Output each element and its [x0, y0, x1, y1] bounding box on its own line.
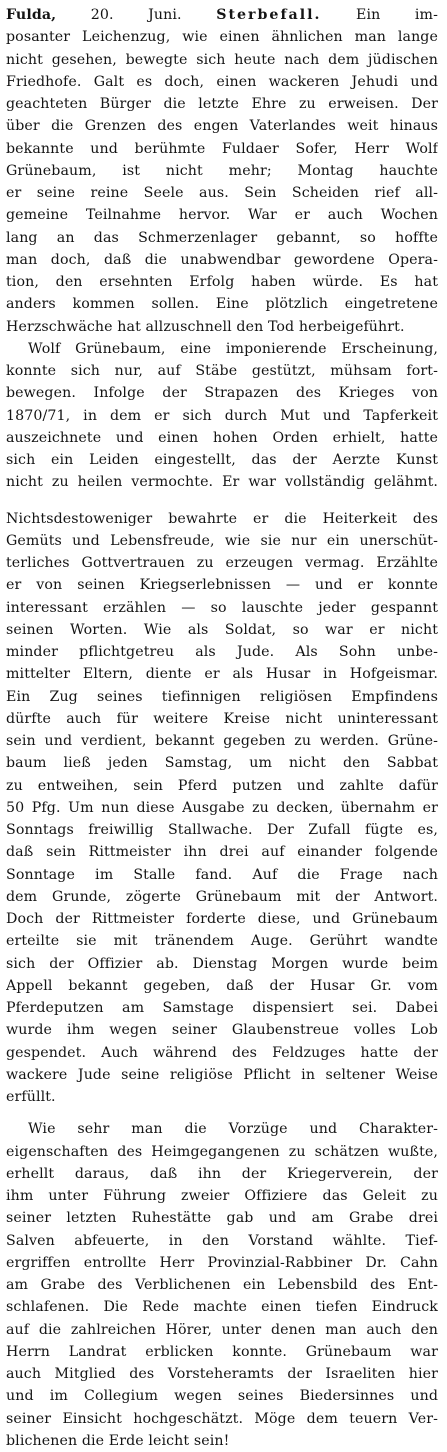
text-line: 50 Pfg. Um nun diese Ausgabe zu decken, übernahm er: [6, 799, 438, 816]
text-line: nicht zu heilen vermochte. Er war vollständig gelähmt.: [6, 474, 438, 491]
text-line: dem Grunde, zögerte Grünebaum mit der Antwort.: [6, 888, 438, 905]
paragraph-2: [6, 338, 438, 494]
text-line: ergriffen entrollte Herr Provinzial-Rabbiner Dr. Cahn: [6, 1254, 438, 1271]
text-line: Doch der Rittmeister forderte diese, und Grünebaum: [6, 911, 438, 927]
text-line: Pferdeputzen am Samstage dispensiert sei. Dabei: [6, 1000, 438, 1016]
text-line: er von seinen Kriegserlebnissen — und er konnte: [6, 577, 438, 594]
text-line: zu entweihen, sein Pferd putzen und zahlte dafür: [6, 777, 438, 794]
headline: Sterbefall.: [216, 7, 322, 23]
text-line: 1870/71, in dem er sich durch Mut und Tapferkeit: [6, 407, 438, 424]
text-line: Ein Zug seines tiefinnigen religiösen Empfindens: [6, 688, 438, 705]
text-line: ihm unter Führung zweier Offiziere das Geleit zu: [6, 1188, 438, 1204]
text-line: Friedhofe. Galt es doch, einen wackeren Jehudi und: [6, 73, 438, 90]
text-line: Nichtsdestoweniger bewahrte er die Heiterkeit des: [6, 510, 438, 527]
text-line: auch Mitglied des Vorsteheramts der Israeliten hier: [6, 1366, 438, 1382]
text-line: nicht gesehen, bewegte sich heute nach dem jüdischen: [6, 51, 438, 68]
text-line: tion, den ersehnten Erfolg haben würde. Es hat: [6, 274, 438, 290]
text-line: konnte sich nur, auf Stäbe gestützt, mühsam fort-: [6, 363, 438, 379]
paragraph-gap: [6, 1108, 438, 1118]
text-line: erteilte sie mit tränendem Auge. Gerührt wandte: [6, 933, 438, 950]
text-line: interessant erzählen — so lauschte jeder gespannt: [6, 599, 438, 616]
text-line: schlafenen. Die Rede machte einen tiefen Eindruck: [6, 1299, 438, 1316]
text-line: am Grabe des Verblichenen ein Lebensbild des Ent-: [6, 1277, 438, 1293]
text-line: anders kommen sollen. Eine plötzlich eingetretene: [6, 296, 438, 313]
text-line: [6, 4, 438, 26]
text-line: Salven abfeuerte, in den Vorstand wählte. Tief-: [6, 1232, 438, 1249]
text-line: Grünebaum, ist nicht mehr; Montag hauchte: [6, 162, 438, 179]
text-line: Appell bekannt gegeben, daß der Husar Gr. vom: [6, 977, 438, 994]
text-line-content: Ein im-: [321, 7, 438, 23]
text-line: daß sein Rittmeister ihn drei auf einander folgende: [6, 844, 438, 861]
text-line: minder pflichtgetreu als Jude. Als Sohn unbe-: [6, 644, 438, 660]
paragraph-3: [6, 508, 438, 1109]
paragraph-1: [6, 4, 438, 338]
text-line: Herrn Landrat erblicken konnte. Grünebaum war: [6, 1343, 438, 1360]
text-line: lang an das Schmerzenlager gebannt, so hoffte: [6, 229, 438, 246]
paragraph-4: [6, 1118, 438, 1452]
text-line: Sonntags freiwillig Stallwache. Der Zufall fügte es,: [6, 822, 438, 838]
paragraph-gap: [6, 494, 438, 508]
text-line: posanter Leichenzug, wie einen ähnlichen man lange: [6, 29, 438, 46]
text-line: bekannte und berühmte Fuldaer Sofer, Herr Wolf: [6, 140, 438, 157]
text-line: wurde ihm wegen seiner Glaubenstreue volles Lob: [6, 1022, 438, 1039]
text-line: auszeichnete und einen hohen Orden erhielt, hatte: [6, 429, 438, 446]
text-line: baum ließ jeden Samstag, um nicht den Sabbat: [6, 755, 438, 772]
text-line: seinen Worten. Wie als Soldat, so war er nicht: [6, 621, 438, 638]
text-line: terliches Gottvertrauen zu erzeugen vermag. Erzählte: [6, 555, 438, 571]
text-line: gespendet. Auch während des Feldzuges hatte der: [6, 1044, 438, 1061]
text-line: blichenen die Erde leicht sein!: [6, 1432, 230, 1449]
text-line: erhellt daraus, daß ihn der Kriegerverein, der: [6, 1165, 438, 1182]
text-line: dürfte auch für weitere Kreise nicht uninteressant: [6, 710, 438, 727]
dateline-place: Fulda,: [6, 7, 57, 23]
text-line: sich ein Leiden eingestellt, das der Aerzte Kunst: [6, 452, 438, 468]
text-line: auf die zahlreichen Hörer, unter denen man auch den: [6, 1321, 438, 1338]
text-line: Wolf Grünebaum, eine imponierende Erscheinung,: [28, 340, 438, 357]
text-line: Herzschwäche hat allzuschnell den Tod herbeigeführt.: [6, 318, 405, 335]
text-line: gemeine Teilnahme hervor. War er auch Wochen: [6, 207, 438, 224]
text-line: bewegen. Infolge der Strapazen des Krieges von: [6, 385, 438, 402]
text-line: eigenschaften des Heimgegangenen zu schätzen wußte,: [6, 1143, 438, 1160]
text-line: wackere Jude seine religiöse Pflicht in seltener Weise: [6, 1066, 438, 1083]
text-line: Gemüts und Lebensfreude, wie sie nur ein unerschüt-: [6, 532, 438, 549]
text-line: seiner Einsicht hochgeschätzt. Möge dem teuern Ver-: [6, 1410, 438, 1427]
text-line: geachteten Bürger die letzte Ehre zu erweisen. Der: [6, 96, 438, 112]
newspaper-article: [6, 4, 438, 1449]
text-line: mittelter Eltern, diente er als Husar in Hofgeismar.: [6, 666, 438, 683]
text-line: über die Grenzen des engen Vaterlandes weit hinaus: [6, 118, 438, 135]
text-line: sein und verdient, bekannt gegeben zu werden. Grüne-: [6, 733, 438, 749]
text-line: er seine reine Seele aus. Sein Scheiden rief all-: [6, 185, 438, 201]
text-line: seiner letzten Ruhestätte gab und am Grabe drei: [6, 1210, 438, 1227]
dateline-date: 20. Juni.: [90, 7, 182, 23]
text-line: und im Collegium wegen seines Biedersinnes und: [6, 1388, 438, 1405]
text-line: Wie sehr man die Vorzüge und Charakter-: [28, 1121, 438, 1138]
text-line: man doch, daß die unabwendbar gewordene Opera-: [6, 251, 438, 268]
text-line: sich der Offizier ab. Dienstag Morgen wurde beim: [6, 955, 438, 972]
text-line: Sonntage im Stalle fand. Auf die Frage nach: [6, 866, 438, 883]
text-line: erfüllt.: [6, 1089, 56, 1105]
